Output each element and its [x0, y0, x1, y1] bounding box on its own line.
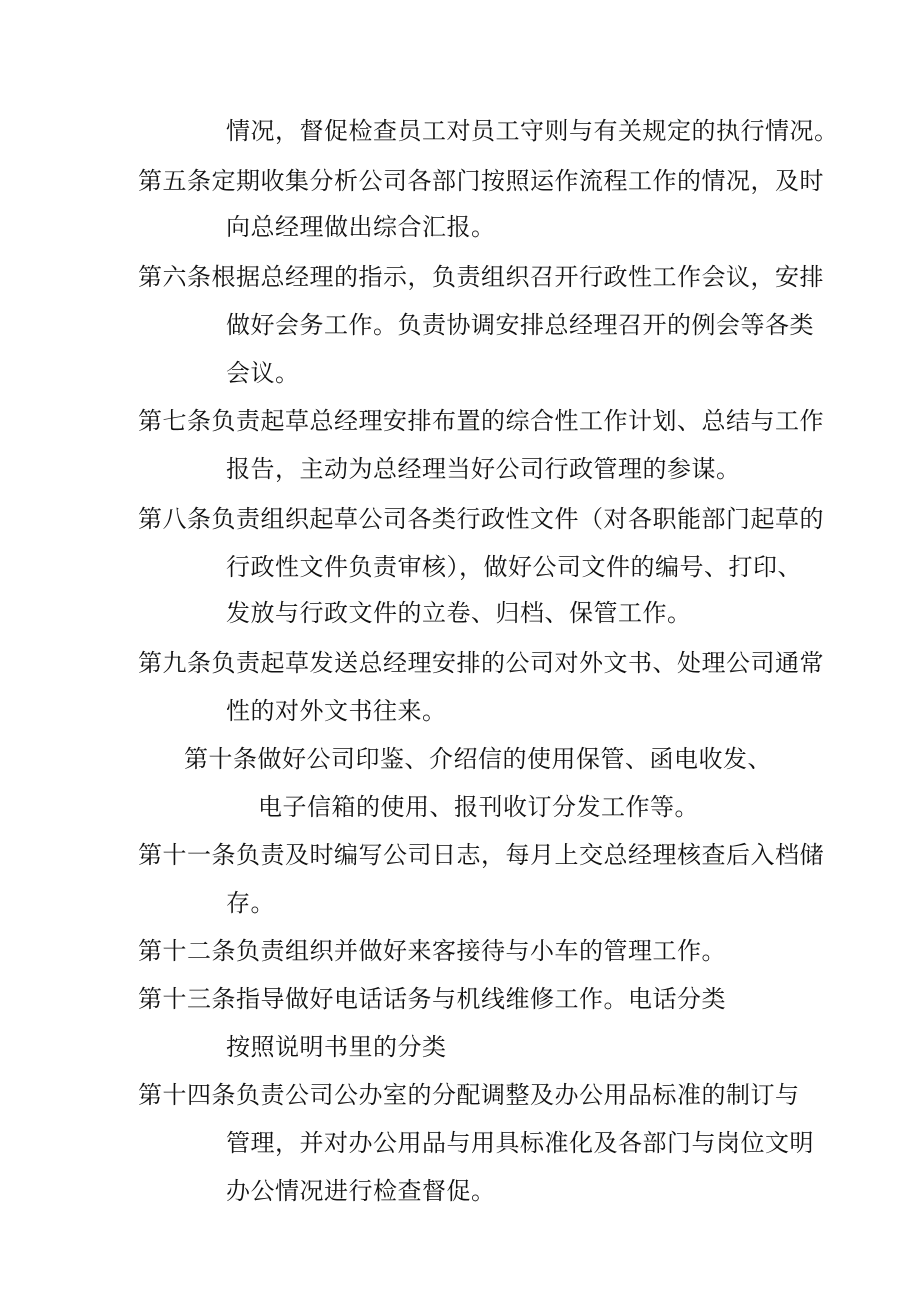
text-line: 会议。 [226, 359, 300, 387]
article-11-line: 第十一条负责及时编写公司日志，每月上交总经理核查后入档储 [138, 841, 824, 869]
text-line: 按照说明书里的分类 [226, 1033, 447, 1061]
text-line: 情况，督促检查员工对员工守则与有关规定的执行情况。 [226, 117, 839, 145]
text-line: 电子信箱的使用、报刊收订分发工作等。 [258, 793, 699, 821]
text-line: 报告，主动为总经理当好公司行政管理的参谋。 [226, 455, 741, 483]
article-6-line: 第六条根据总经理的指示，负责组织召开行政性工作会议，安排 [138, 263, 824, 291]
article-13-line: 第十三条指导做好电话话务与机线维修工作。电话分类 [138, 985, 726, 1013]
article-8-line: 第八条负责组织起草公司各类行政性文件（对各职能部门起草的 [138, 505, 824, 533]
article-9-line: 第九条负责起草发送总经理安排的公司对外文书、处理公司通常 [138, 649, 824, 677]
article-5-line: 第五条定期收集分析公司各部门按照运作流程工作的情况，及时 [138, 167, 824, 195]
text-line: 向总经理做出综合汇报。 [226, 213, 496, 241]
text-line: 行政性文件负责审核），做好公司文件的编号、打印、 [226, 553, 802, 581]
article-14-line: 第十四条负责公司公办室的分配调整及办公用品标准的制订与 [138, 1081, 800, 1109]
text-line: 性的对外文书往来。 [226, 697, 447, 725]
article-12-line: 第十二条负责组织并做好来客接待与小车的管理工作。 [138, 937, 726, 965]
article-10-line: 第十条做好公司印鉴、介绍信的使用保管、函电收发、 [184, 745, 772, 773]
text-line: 管理，并对办公用品与用具标准化及各部门与岗位文明 [226, 1129, 814, 1157]
text-line: 存。 [226, 889, 275, 917]
article-7-line: 第七条负责起草总经理安排布置的综合性工作计划、总结与工作 [138, 407, 824, 435]
text-line: 做好会务工作。负责协调安排总经理召开的例会等各类 [226, 311, 814, 339]
text-line: 发放与行政文件的立卷、归档、保管工作。 [226, 599, 692, 627]
text-line: 办公情况进行检查督促。 [226, 1177, 496, 1205]
